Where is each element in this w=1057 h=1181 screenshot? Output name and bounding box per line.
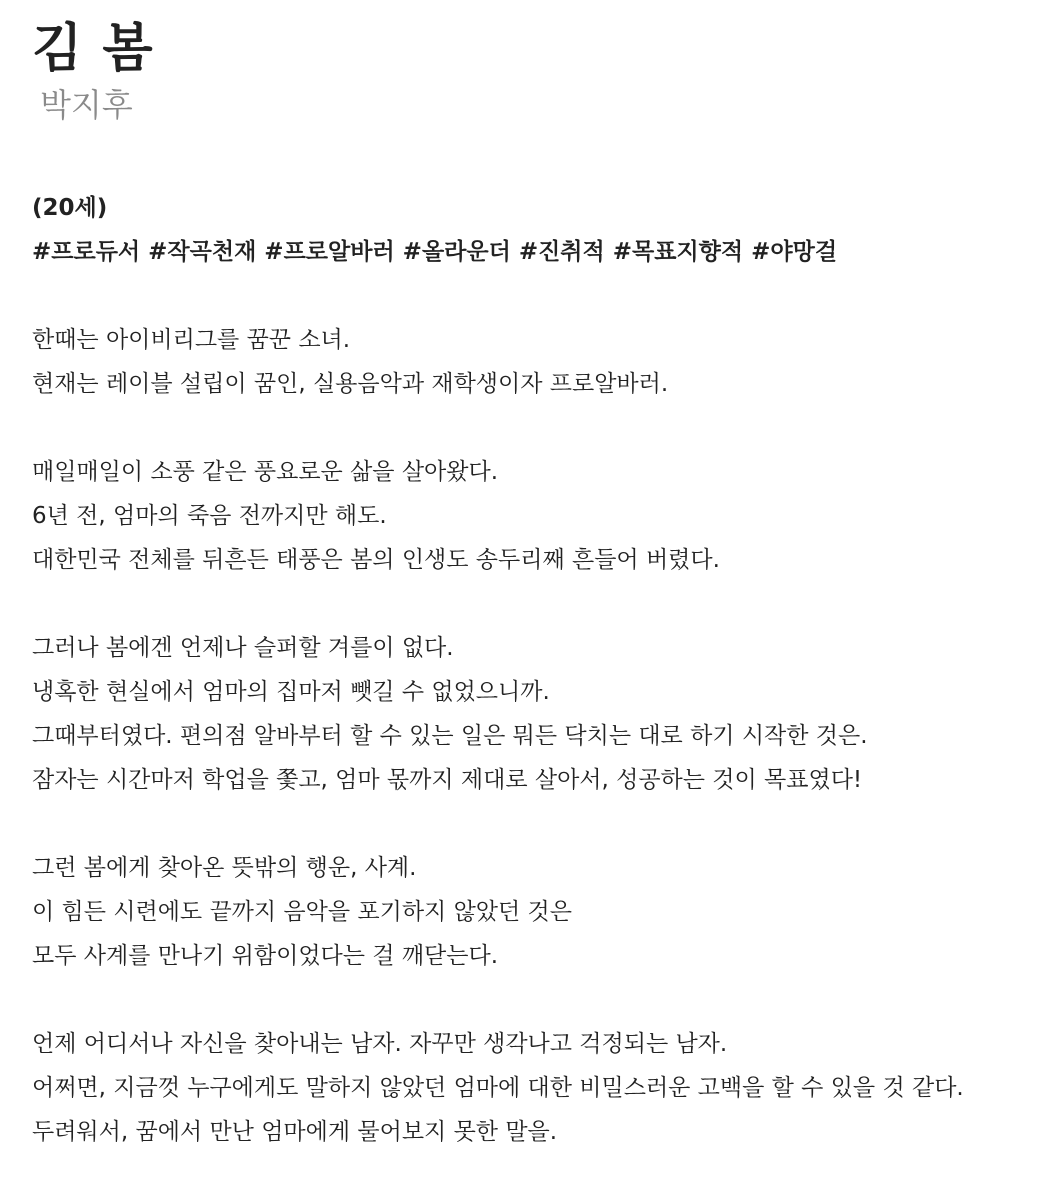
actor-name: 박지후 xyxy=(40,86,133,124)
description-line: 냉혹한 현실에서 엄마의 집마저 뺏길 수 없었으니까. xyxy=(32,679,550,705)
description-line: 6년 전, 엄마의 죽음 전까지만 해도. xyxy=(32,503,387,529)
description-line: 이 힘든 시련에도 끝까지 음악을 포기하지 않았던 것은 xyxy=(32,899,572,925)
description-line: 그때부터였다. 편의점 알바부터 할 수 있는 일은 뭐든 닥치는 대로 하기 시작한 것은. xyxy=(32,723,868,749)
description-line: 두려워서, 꿈에서 만난 엄마에게 물어보지 못한 말을. xyxy=(32,1119,558,1145)
description-line: 잠자는 시간마저 학업을 쫓고, 엄마 몫까지 제대로 살아서, 성공하는 것이 목표였다! xyxy=(32,767,863,793)
description-paragraph xyxy=(32,846,1057,978)
description-paragraph xyxy=(32,1022,1057,1154)
character-tags: #프로듀서 #작곡천재 #프로알바러 #올라운더 #진취적 #목표지향적 #야망걸 xyxy=(32,239,838,265)
description-line: 어쩌면, 지금껏 누구에게도 말하지 않았던 엄마에 대한 비밀스러운 고백을 할 수 있을 것 같다. xyxy=(32,1075,964,1101)
description-line: 모두 사계를 만나기 위함이었다는 걸 깨닫는다. xyxy=(32,943,499,969)
description-paragraph xyxy=(32,318,1057,406)
description-line: 그러나 봄에겐 언제나 슬퍼할 겨를이 없다. xyxy=(32,635,454,661)
character-name: 김 봄 xyxy=(32,19,154,79)
description-line: 대한민국 전체를 뒤흔든 태풍은 봄의 인생도 송두리째 흔들어 버렸다. xyxy=(32,547,720,573)
description-paragraph xyxy=(32,450,1057,582)
description-paragraph xyxy=(32,626,1057,802)
description-line: 그런 봄에게 찾아온 뜻밖의 행운, 사계. xyxy=(32,855,417,881)
description-line: 매일매일이 소풍 같은 풍요로운 삶을 살아왔다. xyxy=(32,459,499,485)
character-info xyxy=(32,186,1057,274)
character-age: (20세) xyxy=(32,195,108,221)
description-line: 한때는 아이비리그를 꿈꾼 소녀. xyxy=(32,327,351,353)
description-line: 현재는 레이블 설립이 꿈인, 실용음악과 재학생이자 프로알바러. xyxy=(32,371,669,397)
description-line: 언제 어디서나 자신을 찾아내는 남자. 자꾸만 생각나고 걱정되는 남자. xyxy=(32,1031,728,1057)
